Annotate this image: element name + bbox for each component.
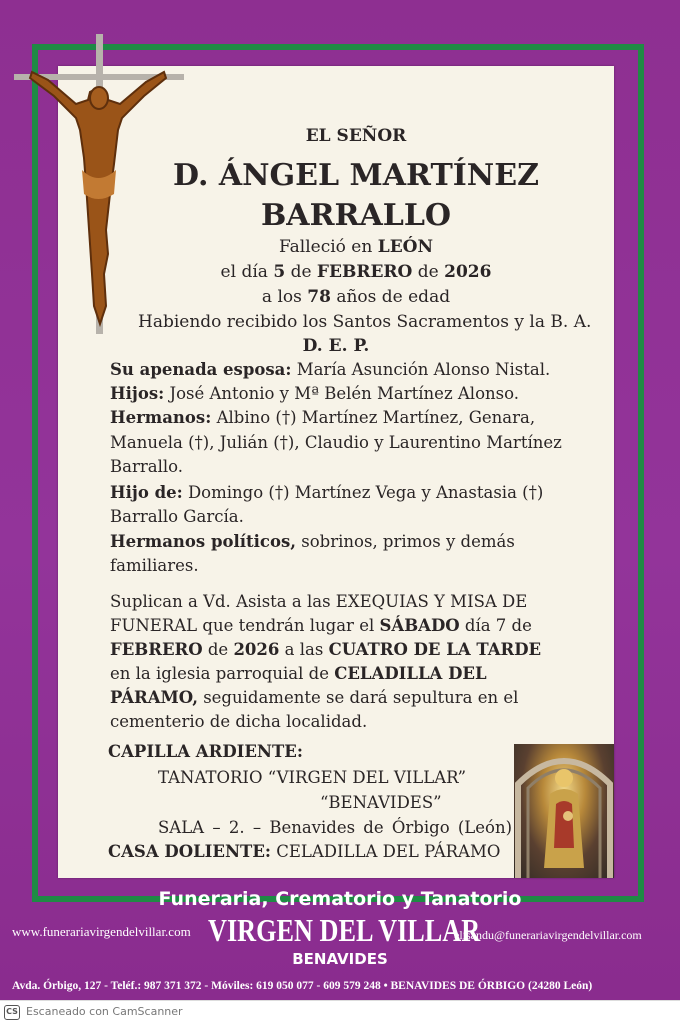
death-place-line [58, 237, 654, 257]
footer-town: BENAVIDES [292, 950, 388, 968]
funeral-l2-a: FUNERAL que tendrán lugar el [110, 616, 375, 635]
funeral-year: 2026 [233, 640, 280, 659]
funeral-line-6: cementerio de dicha localidad. [110, 712, 368, 731]
funeral-day-name: SÁBADO [379, 616, 460, 635]
deceased-name-line2: BARRALLO [260, 198, 452, 233]
sacraments-line: Habiendo recibido los Santos Sacramentos y la B. A. [138, 312, 592, 332]
scanner-bar [0, 1000, 680, 1024]
dep-line: D. E. P. [302, 336, 370, 356]
age-value: 78 [307, 287, 331, 307]
funeral-line-2 [110, 616, 532, 635]
footer-services: Funeraria, Crematorio y Tanatorio [158, 888, 522, 910]
scanner-text: Escaneado con CamScanner [26, 1005, 183, 1018]
funeral-l4-a: en la iglesia parroquial de [110, 664, 329, 683]
siblings-names-1: Albino (†) Martínez Martínez, Genara, [216, 408, 536, 427]
death-place: LEÓN [377, 237, 433, 257]
funeral-time: CUATRO DE LA TARDE [328, 640, 542, 659]
spouse-label: Su apenada esposa: [110, 360, 292, 379]
parents-names-1: Domingo (†) Martínez Vega y Anastasia (†) [187, 483, 544, 502]
parents-label: Hijo de: [110, 483, 183, 502]
siblings-line-1 [110, 408, 535, 427]
age-prefix: a los [261, 287, 302, 307]
inlaws-line-2: familiares. [110, 556, 199, 575]
children-label: Hijos: [110, 384, 165, 403]
children-names: José Antonio y Mª Belén Martínez Alonso. [169, 384, 519, 403]
virgin-figure-icon [514, 744, 614, 878]
funeral-line-4 [110, 664, 487, 683]
age-line [58, 287, 654, 307]
camscanner-logo-icon: CS [4, 1005, 20, 1020]
funeral-l5-b: seguidamente se dará sepultura en el [203, 688, 519, 707]
children-line [110, 384, 519, 403]
funeral-l3-a-las: a las [284, 640, 324, 659]
virgin-image [514, 744, 614, 878]
funeral-place-1: CELADILLA DEL [334, 664, 487, 683]
siblings-line-3: Barrallo. [110, 457, 184, 476]
chapel-tanatorio: TANATORIO “VIRGEN DEL VILLAR” [158, 768, 467, 787]
funeral-place-2: PÁRAMO, [110, 688, 198, 707]
footer-website: www.funerariavirgendelvillar.com [12, 924, 191, 939]
date-prefix: el día [220, 262, 268, 282]
casa-doliente-line [108, 842, 500, 861]
death-day: 5 [273, 262, 286, 282]
deceased-name-line1: D. ÁNGEL MARTÍNEZ [173, 158, 539, 193]
chapel-sala: SALA – 2. – Benavides de Órbigo (León) [158, 818, 513, 837]
death-place-prefix: Falleció en [279, 237, 373, 257]
footer-email: elisandu@funerariavirgendelvillar.com [454, 928, 642, 942]
spouse-line [110, 360, 550, 379]
footer-address: Avda. Órbigo, 127 - Teléf.: 987 371 372 - Móviles: 619 050 077 - 609 579 248 • BENAVIDES DE ÓRBIGO (24280 León) [12, 980, 593, 992]
funeral-line-3 [110, 640, 541, 659]
parents-line-1 [110, 483, 543, 502]
death-date-line [58, 262, 654, 282]
parents-line-2: Barrallo García. [110, 507, 244, 526]
casa-doliente-place: CELADILLA DEL PÁRAMO [276, 842, 501, 861]
age-suffix: años de edad [336, 287, 451, 307]
chapel-benavides: “BENAVIDES” [320, 793, 442, 812]
header-title: EL SEÑOR [305, 126, 407, 146]
spouse-name: María Asunción Alonso Nistal. [296, 360, 551, 379]
inlaws-label: Hermanos políticos, [110, 532, 297, 551]
funeral-line-1: Suplican a Vd. Asista a las EXEQUIAS Y MISA DE [110, 592, 528, 611]
funeral-l3-de: de [207, 640, 229, 659]
funeral-month: FEBRERO [110, 640, 203, 659]
inlaws-names-1: sobrinos, primos y demás [301, 532, 515, 551]
death-month: FEBRERO [316, 262, 413, 282]
funeral-line-5 [110, 688, 518, 707]
death-year: 2026 [444, 262, 492, 282]
chapel-label: CAPILLA ARDIENTE: [108, 742, 303, 761]
casa-doliente-label: CASA DOLIENTE: [108, 842, 272, 861]
date-de-1: de [290, 262, 312, 282]
inlaws-line-1 [110, 532, 515, 551]
siblings-label: Hermanos: [110, 408, 212, 427]
date-de-2: de [417, 262, 439, 282]
footer-brand: VIRGEN DEL VILLAR [208, 912, 481, 948]
siblings-line-2: Manuela (†), Julián (†), Claudio y Laurentino Martínez [110, 433, 562, 452]
funeral-l2-c: día 7 de [464, 616, 532, 635]
